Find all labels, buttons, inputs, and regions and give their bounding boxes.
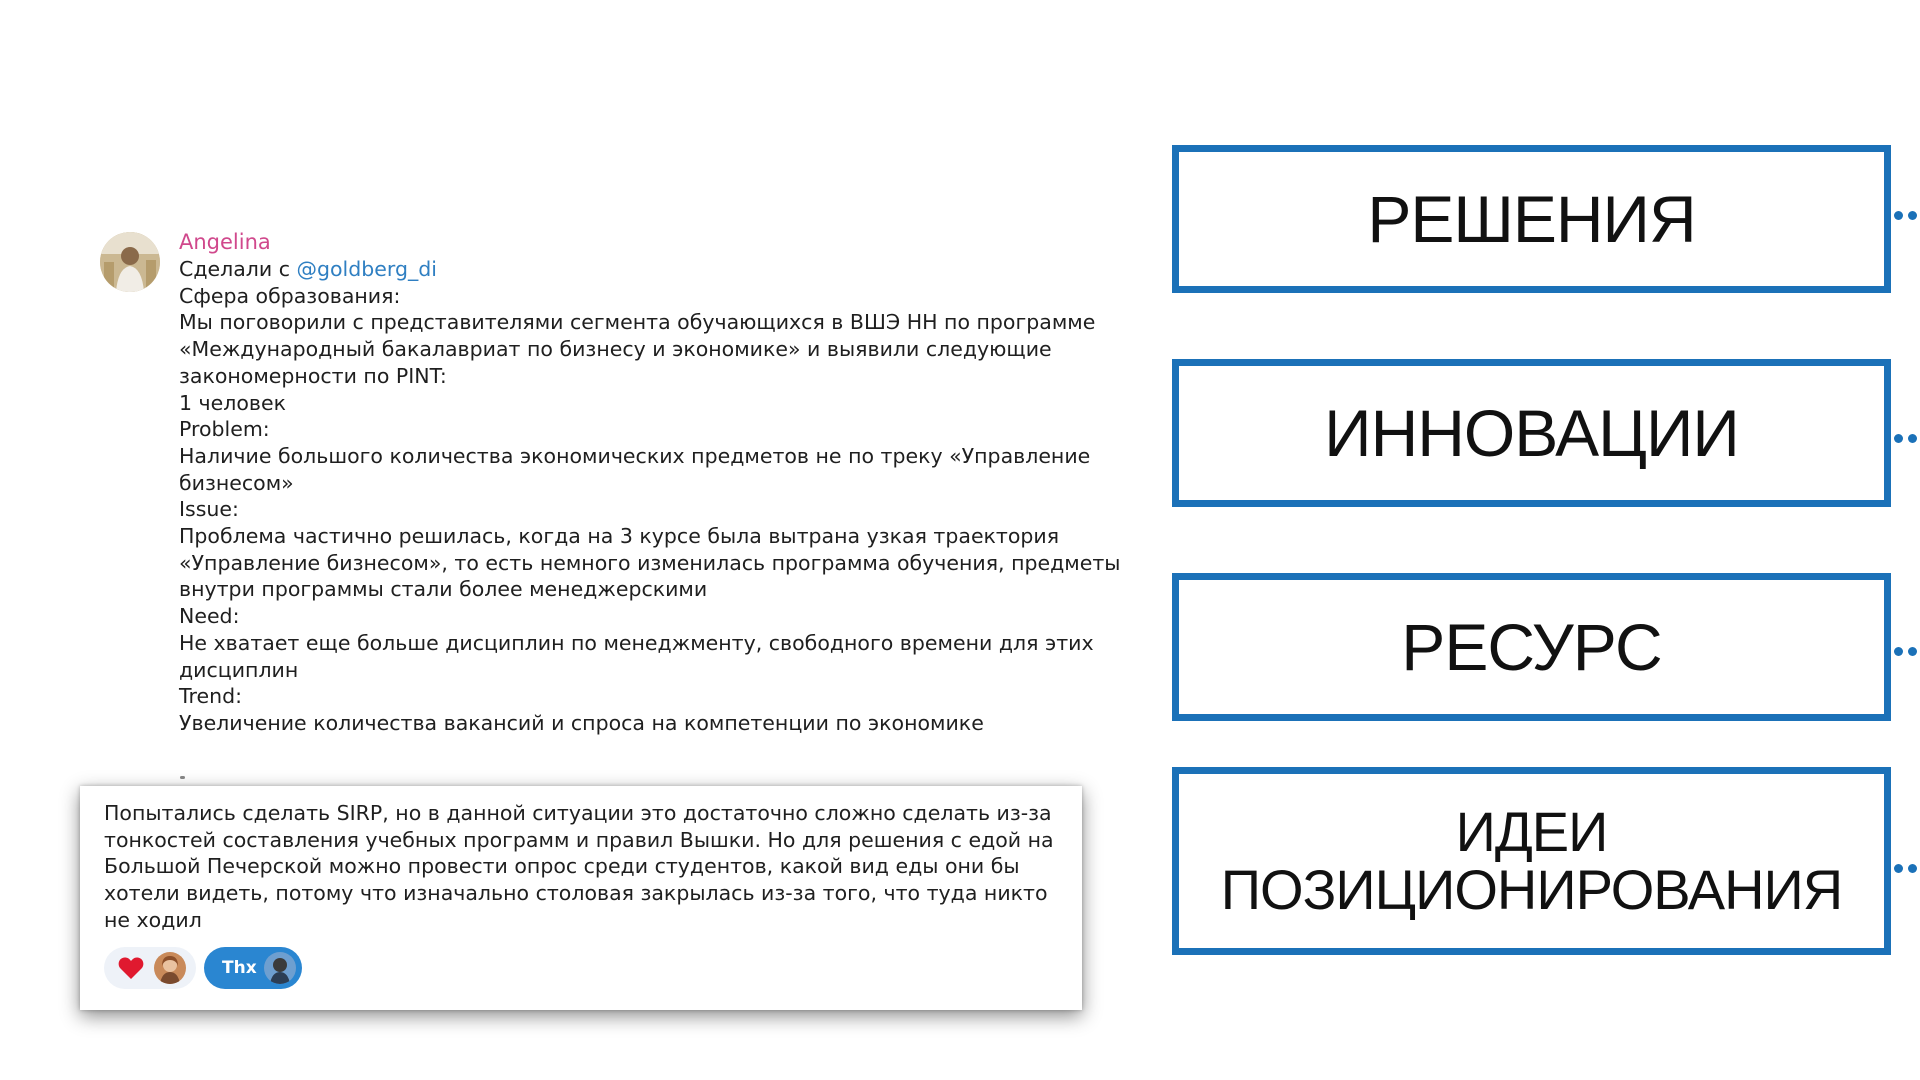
message-line: Проблема частично решилась, когда на 3 курсе была вытрана узкая траектория: [179, 524, 1060, 549]
reply-line: тонкостей составления учебных программ и правил Вышки. Но для решения с едой на: [104, 827, 1054, 852]
reactor-avatar[interactable]: [154, 952, 186, 984]
thx-reaction[interactable]: [204, 947, 302, 989]
message-line: Мы поговорили с представителями сегмента обучающихся в ВШЭ НН по программе: [179, 310, 1096, 335]
message-line: Trend:: [179, 684, 243, 709]
message-body: [179, 228, 1129, 737]
user-mention-link[interactable]: @goldberg_di: [296, 257, 437, 281]
message-line: Наличие большого количества экономических предметов не по треку «Управление: [179, 443, 1091, 468]
reply-text: [104, 800, 1064, 934]
author-name[interactable]: Angelina: [179, 230, 271, 254]
box-label-line: РЕШЕНИЯ: [1367, 182, 1696, 256]
resource-box: [1172, 573, 1891, 721]
box-label-line: ПОЗИЦИОНИРОВАНИЯ: [1220, 858, 1843, 921]
ellipsis-icon: [1892, 864, 1920, 874]
message-line: «Международный бакалавриат по бизнесу и экономике» и выявили следующие: [179, 337, 1052, 362]
reply-card: [80, 786, 1082, 1010]
box-label-line: ИННОВАЦИИ: [1324, 396, 1739, 470]
reply-line: не ходил: [104, 907, 202, 932]
heart-reaction[interactable]: [104, 947, 196, 989]
innovations-box: [1172, 359, 1891, 507]
reactor-avatar[interactable]: [264, 952, 296, 984]
message-line: дисциплин: [179, 657, 299, 682]
message-line: 1 человек: [179, 390, 287, 415]
reply-line: хотели видеть, потому что изначально столовая закрылась из-за того, что туда никто: [104, 881, 1048, 906]
message-line: закономерности по PINT:: [179, 363, 447, 388]
message-line: Problem:: [179, 417, 270, 442]
box-label-line: ИДЕИ: [1455, 800, 1608, 863]
mention-prefix: Сделали с: [179, 257, 297, 281]
author-avatar[interactable]: [100, 232, 160, 292]
reply-line: Попытались сделать SIRP, но в данной ситуации это достаточно сложно сделать из-за: [104, 801, 1052, 825]
message-line: внутри программы стали более менеджерскими: [179, 577, 708, 602]
thx-label: Thx: [222, 958, 257, 978]
reply-line: Большой Печерской можно провести опрос среди студентов, какой вид еды они бы: [104, 854, 1020, 879]
mention-line: [179, 256, 1129, 283]
box-label-line: РЕСУРС: [1401, 610, 1662, 684]
message-line: Сфера образования:: [179, 283, 401, 308]
heart-icon: [118, 956, 144, 980]
ellipsis-icon: [1892, 211, 1920, 221]
message-line: «Управление бизнесом», то есть немного изменилась программа обучения, предметы: [179, 550, 1121, 575]
message-line: Issue:: [179, 497, 239, 522]
ellipsis-icon: [1892, 434, 1920, 444]
message-line: Не хватает еще больше дисциплин по менеджменту, свободного времени для этих: [179, 630, 1094, 655]
message-line: Увеличение количества вакансий и спроса на компетенции по экономике: [179, 710, 984, 735]
hidden-text-fragment: [180, 776, 185, 779]
message-line: бизнесом»: [179, 470, 294, 495]
solutions-box: [1172, 145, 1891, 293]
message-line: Need:: [179, 604, 240, 629]
positioning-ideas-box: [1172, 767, 1891, 955]
ellipsis-icon: [1892, 647, 1920, 657]
